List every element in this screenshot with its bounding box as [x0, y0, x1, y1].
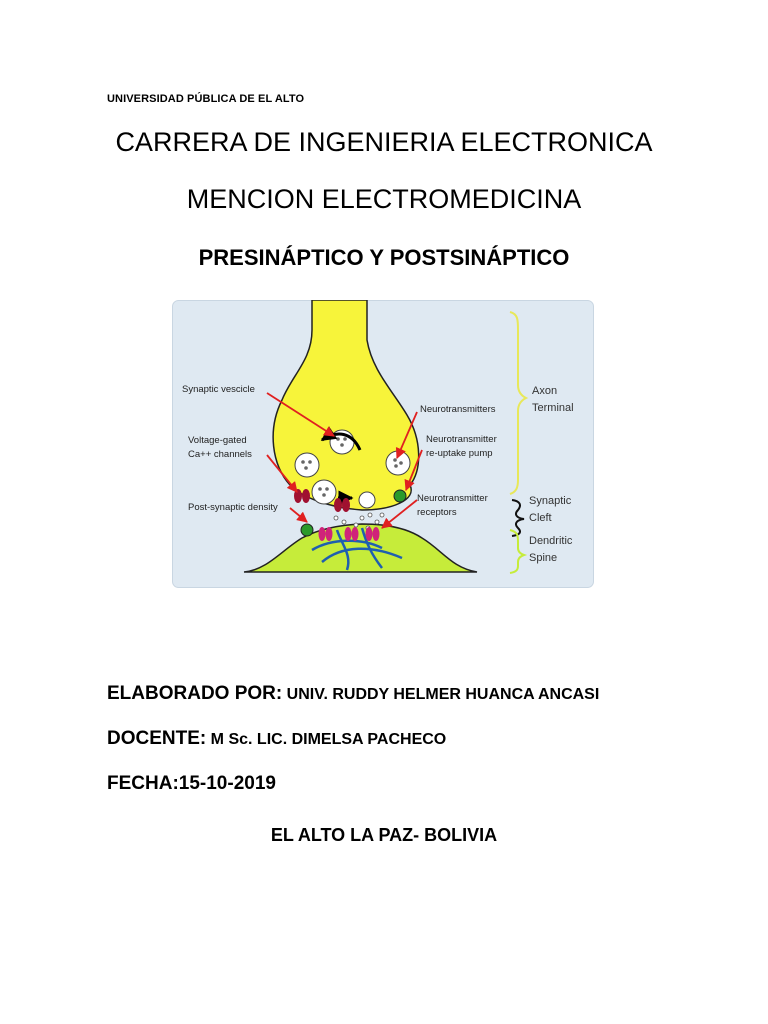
date-value: 15-10-2019: [178, 773, 276, 794]
teacher-label: DOCENTE:: [107, 728, 207, 749]
post-synaptic-pump: [301, 524, 313, 536]
author-label: ELABORADO POR:: [107, 683, 283, 704]
label-voltage-gated: Voltage-gated: [188, 435, 247, 446]
label-cleft: Cleft: [529, 512, 552, 524]
mention-title: MENCION ELECTROMEDICINA: [186, 184, 582, 214]
label-receptors-1: Neurotransmitter: [417, 493, 488, 504]
place-footer: EL ALTO LA PAZ- BOLIVIA: [270, 825, 498, 845]
label-receptors-2: receptors: [417, 507, 457, 518]
author-line: [107, 683, 599, 705]
career-title: CARRERA DE INGENIERIA ELECTRONICA: [115, 127, 653, 157]
teacher-line: [107, 728, 446, 750]
label-ca-channels: Ca++ channels: [188, 449, 252, 460]
label-terminal: Terminal: [532, 402, 574, 414]
label-post-synaptic-density: Post-synaptic density: [188, 502, 278, 513]
label-spine: Spine: [529, 552, 558, 564]
date-line: [107, 773, 276, 795]
synapse-diagram: [172, 300, 594, 588]
label-neurotransmitters: Neurotransmitters: [420, 404, 496, 415]
label-synaptic-vesicle: Synaptic vescicle: [182, 384, 255, 395]
label-reuptake-1: Neurotransmitter: [426, 434, 497, 445]
reuptake-pump: [394, 490, 406, 502]
topic-title: PRESINÁPTICO Y POSTSINÁPTICO: [198, 245, 570, 270]
label-axon: Axon: [532, 385, 558, 397]
label-reuptake-2: re-uptake pump: [426, 448, 493, 459]
label-dendritic: Dendritic: [529, 535, 573, 547]
university-name: UNIVERSIDAD PÚBLICA DE EL ALTO: [107, 93, 305, 105]
teacher-value: M Sc. LIC. DIMELSA PACHECO: [206, 731, 447, 748]
author-value: UNIV. RUDDY HELMER HUANCA ANCASI: [282, 686, 600, 703]
date-label: FECHA:: [107, 773, 179, 794]
label-synaptic: Synaptic: [529, 495, 572, 507]
neurotransmitter-receptors: [319, 527, 380, 541]
